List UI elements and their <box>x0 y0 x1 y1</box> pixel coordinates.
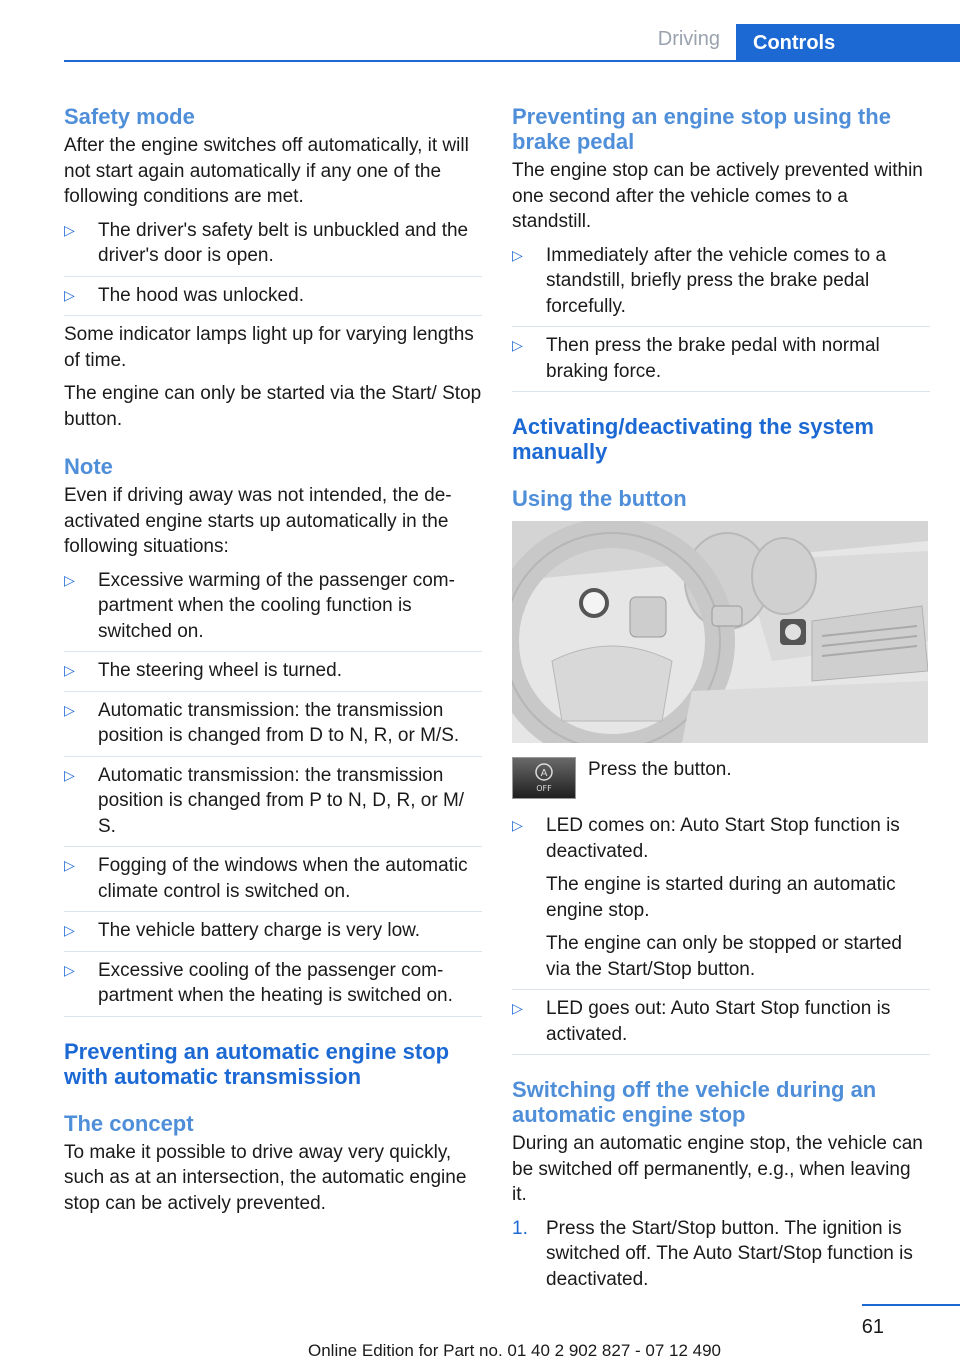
press-button-text: Press the button. <box>588 759 732 780</box>
edition-text: Online Edition for Part no. 01 40 2 902 827 - 07 12 490 <box>308 1341 722 1360</box>
safety-conditions-list <box>64 218 482 317</box>
svg-text:OFF: OFF <box>536 784 552 793</box>
prevent-auto-stop-heading: Preventing an automatic engine stop with automatic transmission <box>64 1038 450 1089</box>
triangle-bullet-icon: ▷ <box>64 701 75 718</box>
list-item: ▷ The vehicle battery charge is very low. <box>64 918 482 952</box>
start-stop-text: The engine can only be started via the Start/ Stop button. <box>64 383 482 430</box>
safety-intro: After the engine switches off automatically, it will not start again automatically if any one of the following conditions are met. <box>64 135 469 207</box>
triangle-bullet-icon: ▷ <box>64 571 75 588</box>
footer-rule <box>862 1304 960 1306</box>
list-item: ▷ Immediately after the vehicle comes to a standstill, briefly press the brake pedal forcefully. <box>512 243 930 328</box>
triangle-bullet-icon: ▷ <box>512 817 523 833</box>
indicator-lamps-text: Some indicator lamps light up for varying lengths of time. <box>64 324 474 371</box>
safety-mode-heading: Safety mode <box>64 104 195 129</box>
list-item: ▷ Automatic transmission: the transmission position is changed from D to N, R, or M/S. <box>64 698 482 757</box>
header-rule <box>64 60 960 62</box>
activating-heading: Activating/deactivating the system manually <box>512 414 874 464</box>
section-tab-driving[interactable]: Driving <box>657 28 720 50</box>
concept-text: To make it possible to drive away very quickly, such as at an intersection, the automatic engine stop can be actively prevented. <box>64 1141 467 1214</box>
triangle-bullet-icon: ▷ <box>64 766 75 783</box>
triangle-bullet-icon: ▷ <box>64 922 75 938</box>
svg-text:A: A <box>540 768 548 779</box>
note-heading: Note <box>64 454 113 479</box>
triangle-bullet-icon: ▷ <box>64 221 75 238</box>
press-button-row <box>512 757 930 801</box>
using-button-heading: Using the button <box>512 486 687 511</box>
list-item: ▷ The driver's safety belt is unbuckled and the driver's door is open. <box>64 218 482 277</box>
triangle-bullet-icon: ▷ <box>64 662 75 678</box>
list-item: ▷ Then press the brake pedal with normal braking force. <box>512 333 930 392</box>
list-item: ▷ The steering wheel is turned. <box>64 658 482 692</box>
triangle-bullet-icon: ▷ <box>512 1000 523 1016</box>
list-item: 1. Press the Start/Stop button. The ignition is switched off. The Auto Start/Stop function is deactivated. <box>512 1217 913 1290</box>
note-intro: Even if driving away was not intended, the de‐ activated engine starts up automatically in the following situations: <box>64 485 452 557</box>
auto-start-stop-button-icon <box>512 757 576 799</box>
triangle-bullet-icon: ▷ <box>64 857 75 873</box>
list-item: ▷ Fogging of the windows when the automatic climate control is switched on. <box>64 853 482 912</box>
page-footer <box>0 1300 960 1362</box>
concept-heading: The concept <box>64 1110 194 1136</box>
page-number: 61 <box>861 1316 884 1338</box>
brake-intro: The engine stop can be actively prevented within one second after the vehicle comes to a standstill. <box>512 160 923 232</box>
list-item: ▷ Excessive cooling of the passenger com‐ partment when the heating is switched on. <box>64 958 482 1017</box>
list-item: ▷ LED comes on: Auto Start Stop function is deactivated. The engine is started during an automatic engine stop. The engine can only be stopped or started via the Start/Stop button. <box>512 813 930 990</box>
page-header <box>0 0 960 62</box>
led-states-list <box>512 813 930 1055</box>
triangle-bullet-icon: ▷ <box>64 961 75 978</box>
right-column <box>512 104 930 1305</box>
left-column <box>64 104 482 1224</box>
triangle-bullet-icon: ▷ <box>512 246 523 263</box>
step-number: 1. <box>512 1217 528 1239</box>
note-situations-list <box>64 568 482 1017</box>
list-item: ▷ Automatic transmission: the transmission position is changed from P to N, D, R, or M/ S. <box>64 763 482 848</box>
list-item: ▷ LED goes out: Auto Start Stop function is activated. <box>512 996 930 1055</box>
switching-off-heading: Switching off the vehicle during an automatic engine stop <box>512 1077 877 1127</box>
list-item: ▷ Excessive warming of the passenger com‐ partment when the cooling function is switched on. <box>64 568 482 653</box>
switching-off-intro: During an automatic engine stop, the vehicle can be switched off permanently, e.g., when leaving it. <box>512 1133 923 1205</box>
list-item: ▷ The hood was unlocked. <box>64 283 482 317</box>
switching-off-steps <box>512 1216 930 1300</box>
triangle-bullet-icon: ▷ <box>64 286 75 303</box>
cockpit-illustration <box>512 521 928 743</box>
triangle-bullet-icon: ▷ <box>512 337 523 353</box>
section-tab-controls[interactable]: Controls <box>736 24 960 62</box>
brake-pedal-heading: Preventing an engine stop using the brake pedal <box>512 104 891 154</box>
brake-steps-list <box>512 243 930 393</box>
